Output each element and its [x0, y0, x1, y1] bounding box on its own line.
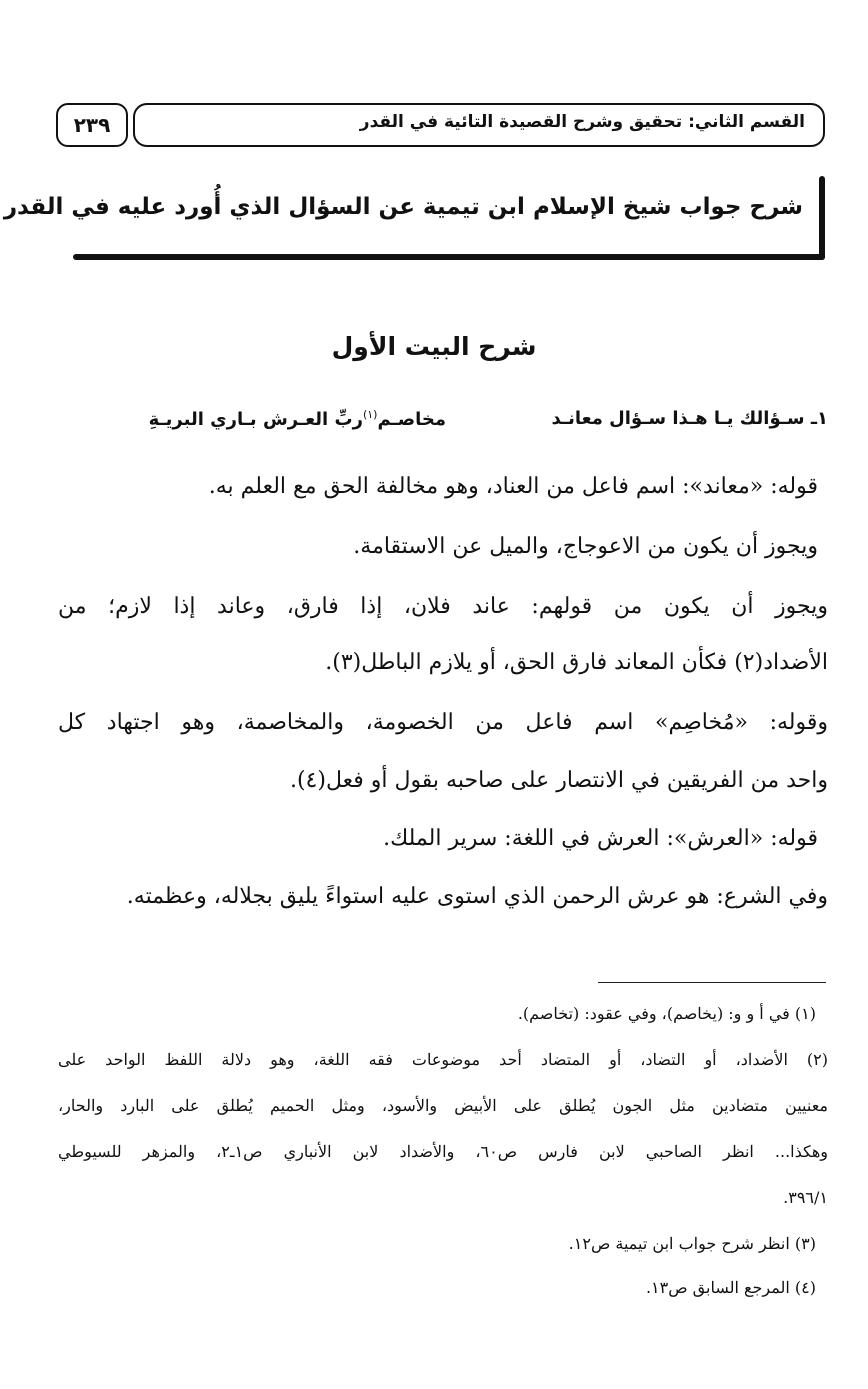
- body-line-4: الأضداد(٢) فكأن المعاند فارق الحق، أو يلازم الباطل(٣).: [325, 650, 828, 675]
- footnote-2-line-1: (٢) الأضداد، أو التضاد، أو المتضاد أحد موضوعات فقه اللغة، وهو دلالة اللفظ الواحد على: [58, 1050, 829, 1069]
- footnote-2-line-4: ٣٩٦/١.: [783, 1188, 828, 1207]
- body-line-6: واحد من الفريقين في الانتصار على صاحبه بقول أو فعل(٤).: [289, 768, 828, 793]
- verse-first-hemistich: ١ـ سـؤالك يـا هـذا سـؤال معانـد: [551, 408, 828, 429]
- body-line-5: وقوله: «مُخاصِم» اسم فاعل من الخصومة، والمخاصمة، وهو اجتهاد كل: [58, 710, 828, 735]
- body-line-2: ويجوز أن يكون من الاعوجاج، والميل عن الاستقامة.: [353, 534, 818, 559]
- footnote-separator: [598, 982, 826, 983]
- footnote-2-line-2: معنيين متضادين مثل الجون يُطلق على الأبيض والأسود، ومثل الحميم يُطلق على البارد والحار،: [58, 1096, 828, 1115]
- footnote-3: (٣) انظر شرح جواب ابن تيمية ص١٢.: [568, 1234, 816, 1253]
- footnote-2-line-3: وهكذا... انظر الصاحبي لابن فارس ص٦٠، والأضداد لابن الأنباري ص١ـ٢، والمزهر للسيوطي: [58, 1142, 829, 1161]
- running-header-title: القسم الثاني: تحقيق وشرح القصيدة التائية في القدر: [359, 112, 805, 132]
- footnote-4: (٤) المرجع السابق ص١٣.: [645, 1278, 816, 1297]
- footnote-1: (١) في أ و و: (يخاصم)، وفي عقود: (تخاصم).: [517, 1004, 816, 1023]
- body-line-3: ويجوز أن يكون من قولهم: عاند فلان، إذا فارق، وعاند إذا لازم؛ من: [58, 594, 828, 619]
- verse-second-part-a: مخاصـم: [377, 409, 446, 430]
- running-header: [133, 103, 825, 147]
- chapter-banner: [3, 176, 825, 260]
- banner-border-bottom: [73, 254, 825, 260]
- section-title: شرح البيت الأول: [331, 332, 537, 361]
- body-line-8: وفي الشرع: هو عرش الرحمن الذي استوى عليه استواءً يليق بجلاله، وعظمته.: [126, 884, 828, 909]
- verse-second-hemistich: [149, 408, 446, 430]
- chapter-title: شرح جواب شيخ الإسلام ابن تيمية عن السؤال الذي أُورد عليه في القدر: [3, 194, 803, 220]
- page-number: ٢٣٩: [56, 103, 128, 147]
- body-line-7: قوله: «العرش»: العرش في اللغة: سرير الملك.: [383, 826, 818, 851]
- verse-second-part-b: ربِّ العـرش بـاري البريـةِ: [148, 409, 363, 430]
- footnote-ref-1: (١): [362, 408, 378, 421]
- banner-border-right: [819, 176, 825, 260]
- body-line-1: قوله: «معاند»: اسم فاعل من العناد، وهو مخالفة الحق مع العلم به.: [208, 474, 818, 499]
